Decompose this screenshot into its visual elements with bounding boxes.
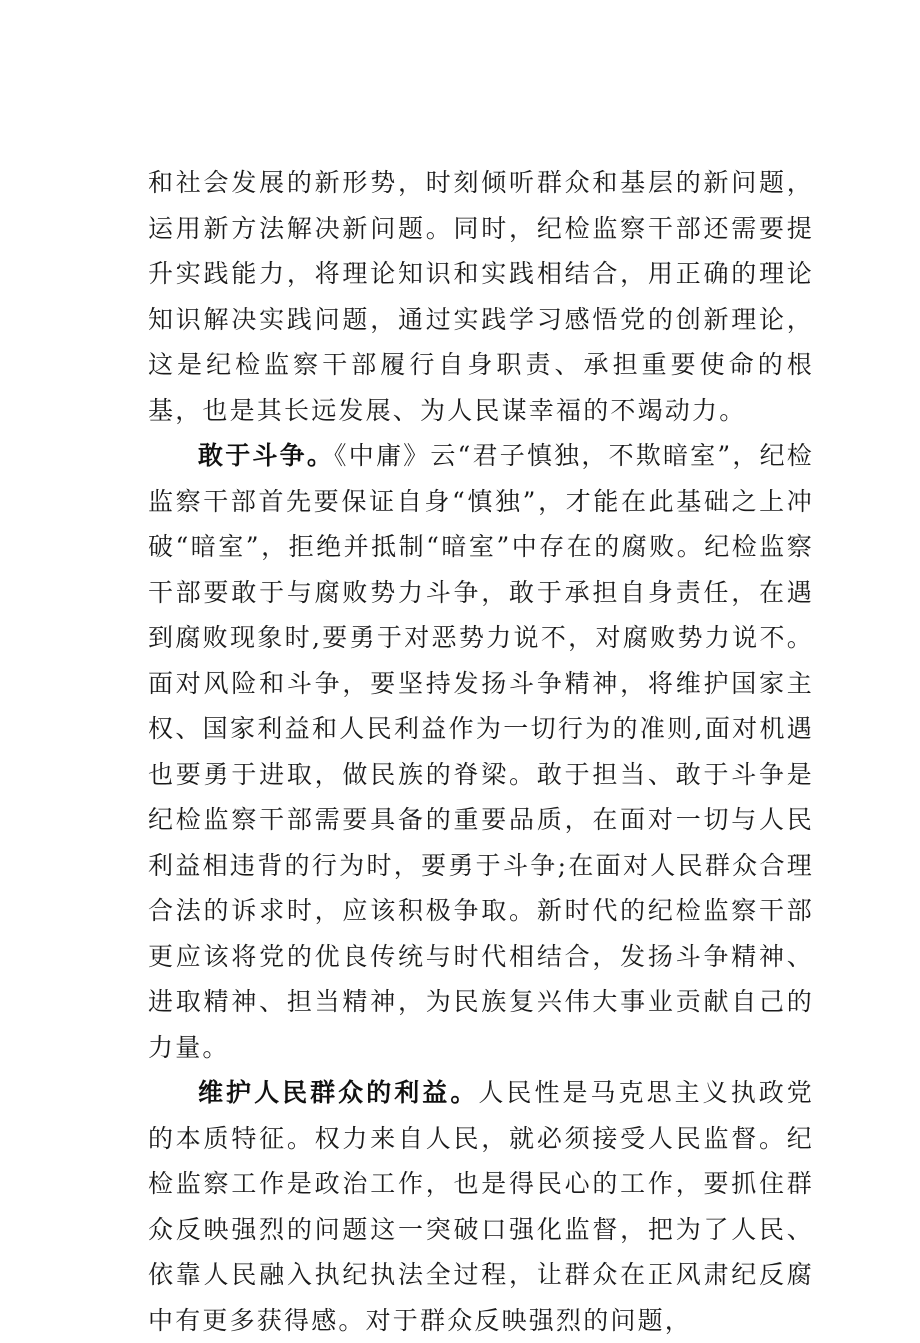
paragraph-2-lead: 敢于斗争。 bbox=[198, 441, 335, 470]
paragraph-3-text: 人民性是马克思主义执政党的本质特征。权力来自人民，就必须接受人民监督。纪检监察工作是政治工作，也是得民心的工作，要抓住群众反映强烈的问题这一突破口强化监督，把为了人民、依靠人民融入执纪执法全过程，让群众在正风肃纪反腐中有更多获得感。对于群众反映强烈的问题， bbox=[148, 1078, 814, 1335]
paragraph-2 bbox=[148, 433, 814, 1070]
paragraph-1-text: 和社会发展的新形势，时刻倾听群众和基层的新问题，运用新方法解决新问题。同时，纪检监察干部还需要提升实践能力，将理论知识和实践相结合，用正确的理论知识解决实践问题，通过实践学习感悟党的创新理论，这是纪检监察干部履行自身职责、承担重要使命的根基，也是其长远发展、为人民谋幸福的不竭动力。 bbox=[148, 168, 814, 425]
paragraph-2-text: 《中庸》云“君子慎独，不欺暗室”，纪检监察干部首先要保证自身“慎独”，才能在此基础之上冲破“暗室”，拒绝并抵制“暗室”中存在的腐败。纪检监察干部要敢于与腐败势力斗争，敢于承担自身责任，在遇到腐败现象时,要勇于对恶势力说不，对腐败势力说不。面对风险和斗争，要坚持发扬斗争精神，将维护国家主权、国家利益和人民利益作为一切行为的准则,面对机遇也要勇于进取，做民族的脊梁。敢于担当、敢于斗争是纪检监察干部需要具备的重要品质，在面对一切与人民利益相违背的行为时，要勇于斗争;在面对人民群众合理合法的诉求时，应该积极争取。新时代的纪检监察干部更应该将党的优良传统与时代相结合，发扬斗争精神、进取精神、担当精神，为民族复兴伟大事业贡献自己的力量。 bbox=[148, 441, 814, 1062]
document-body bbox=[148, 160, 814, 1343]
paragraph-3-lead: 维护人民群众的利益。 bbox=[198, 1078, 479, 1107]
paragraph-1 bbox=[148, 160, 814, 433]
paragraph-3 bbox=[148, 1070, 814, 1343]
